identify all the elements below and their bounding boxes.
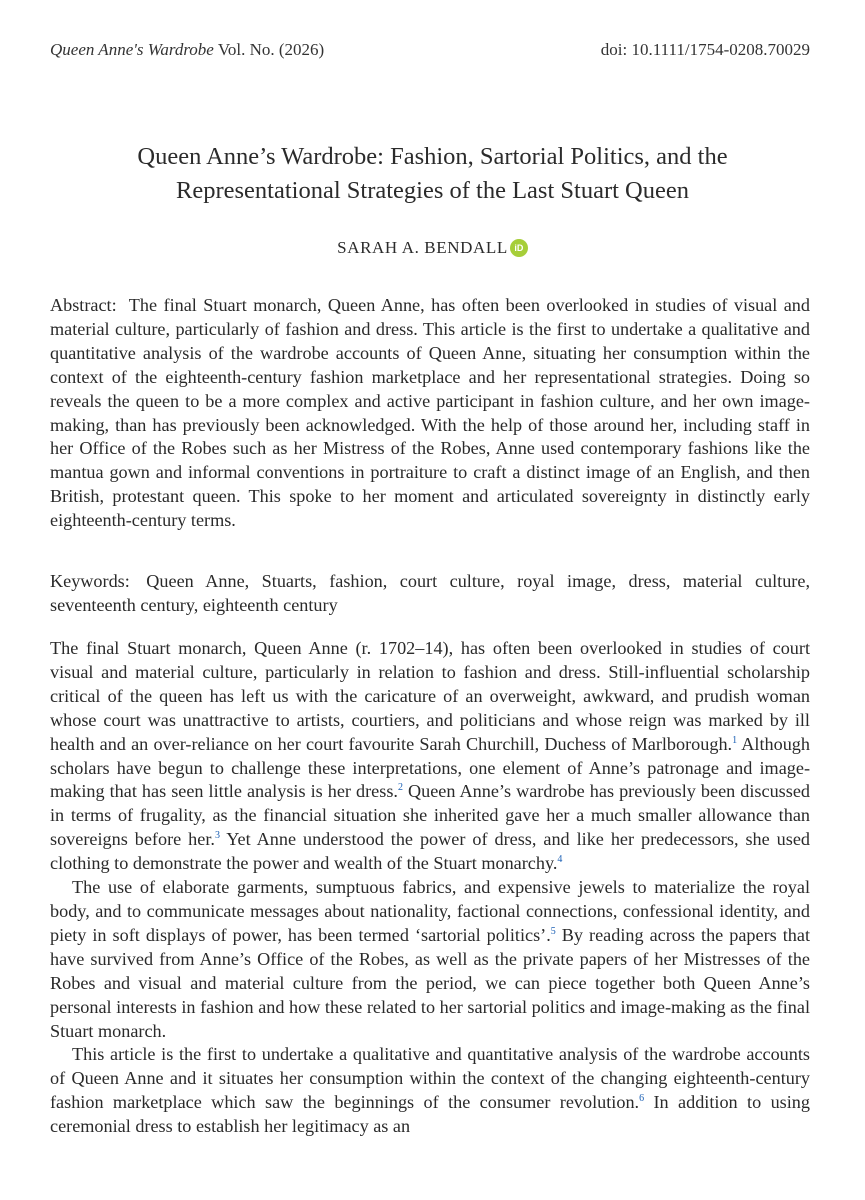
body-text-span: By reading across the papers that have survived from Anne’s Office of the Robes, as well as the private papers of her Mistresses of the Robes and visual and material culture from the period, we can piece together both Queen Anne’s personal interests in fashion and how these related to her sartorial politics and image-making as the final Stuart monarch. — [50, 924, 810, 1041]
body-paragraph-3 — [50, 1043, 810, 1139]
abstract-label: Abstract: — [50, 295, 117, 315]
author-line — [0, 238, 865, 258]
footnote-ref-3[interactable]: 3 — [214, 830, 220, 842]
orcid-icon[interactable]: iD — [510, 239, 528, 257]
body-text-span: The final Stuart monarch, Queen Anne (r. 1702–14), has often been overlooked in studies of court visual and material culture, particularly in relation to fashion and dress. Still-influential scholarship critical of the queen has left us with the caricature of an overweight, awkward, and prudish woman whose court was unattractive to artists, courtiers, and politicians and whose reign was marked by ill health and an over-reliance on her court favourite Sarah Churchill, Duchess of Marlborough. — [50, 638, 810, 754]
body-text-span: The use of elaborate garments, sumptuous fabrics, and expensive jewels to materialize the royal body, and to communicate messages about nationality, factional connections, confessional identity, and piety in soft displays of power, has been termed ‘sartorial politics’. — [50, 877, 810, 945]
footnote-ref-4[interactable]: 4 — [557, 854, 563, 866]
keywords — [50, 570, 810, 618]
body-text-span: Queen Anne’s wardrobe has previously been discussed in terms of frugality, as the financial situation she inherited gave her a much smaller allowance than sovereigns before her. — [50, 781, 810, 850]
footnote-ref-6[interactable]: 6 — [639, 1093, 645, 1105]
body-paragraph-2 — [50, 876, 810, 1043]
running-head — [50, 40, 810, 64]
body-text-span: Although scholars have begun to challenge these interpretations, one element of Anne’s patronage and image-making that has seen little analysis is her dress. — [50, 733, 810, 802]
author-name: SARAH A. BENDALL — [337, 238, 508, 257]
footnote-ref-1[interactable]: 1 — [732, 734, 738, 746]
body-text-span: This article is the first to undertake a qualitative and quantitative analysis of the wardrobe accounts of Queen Anne and it situates her consumption within the context of the changing eighteenth-century fashion marketplace which saw the beginnings of the consumer revolution. — [50, 1044, 810, 1113]
abstract-text: The final Stuart monarch, Queen Anne, has often been overlooked in studies of visual and material culture, particularly of fashion and dress. This article is the first to undertake a qualitative and quantitative analysis of the wardrobe accounts of Queen Anne, situating her consumption within the context of the eighteenth-century fashion marketplace and her representational strategies. Doing so reveals the queen to be a more complex and active participant in fashion culture, and her own image-making, than has previously been acknowledged. With the help of those around her, including staff in her Office of the Robes such as her Mistress of the Robes, Anne used contemporary fashions like the mantua gown and informal conventions in portraiture to craft a distinct image of an English, and then British, protestant queen. This spoke to her moment and articulated sovereignty in distinctly early eighteenth-century terms. — [50, 295, 810, 531]
body-paragraph-1 — [50, 637, 810, 876]
body-text-span: Yet Anne understood the power of dress, and like her predecessors, she used clothing to demonstrate the power and wealth of the Stuart monarchy. — [50, 829, 811, 874]
footnote-ref-5[interactable]: 5 — [550, 925, 556, 937]
article-body — [50, 637, 810, 1139]
doi-link[interactable]: doi: 10.1111/1754-0208.70029 — [600, 40, 810, 59]
footnote-ref-2[interactable]: 2 — [397, 782, 403, 794]
volume-info: Vol. No. (2026) — [217, 40, 325, 59]
abstract — [50, 294, 810, 533]
article-title: Queen Anne’s Wardrobe: Fashion, Sartorial Politics, and the Representational Strategies of the Last Stuart Queen — [137, 143, 728, 204]
running-head-left — [50, 40, 324, 60]
keywords-text: Queen Anne, Stuarts, fashion, court culture, royal image, dress, material culture, seventeenth century, eighteenth century — [50, 571, 810, 615]
body-text-span: In addition to using ceremonial dress to establish her legitimacy as an — [50, 1092, 810, 1137]
journal-title: Queen Anne's Wardrobe — [50, 40, 214, 59]
keywords-label: Keywords: — [50, 571, 130, 591]
